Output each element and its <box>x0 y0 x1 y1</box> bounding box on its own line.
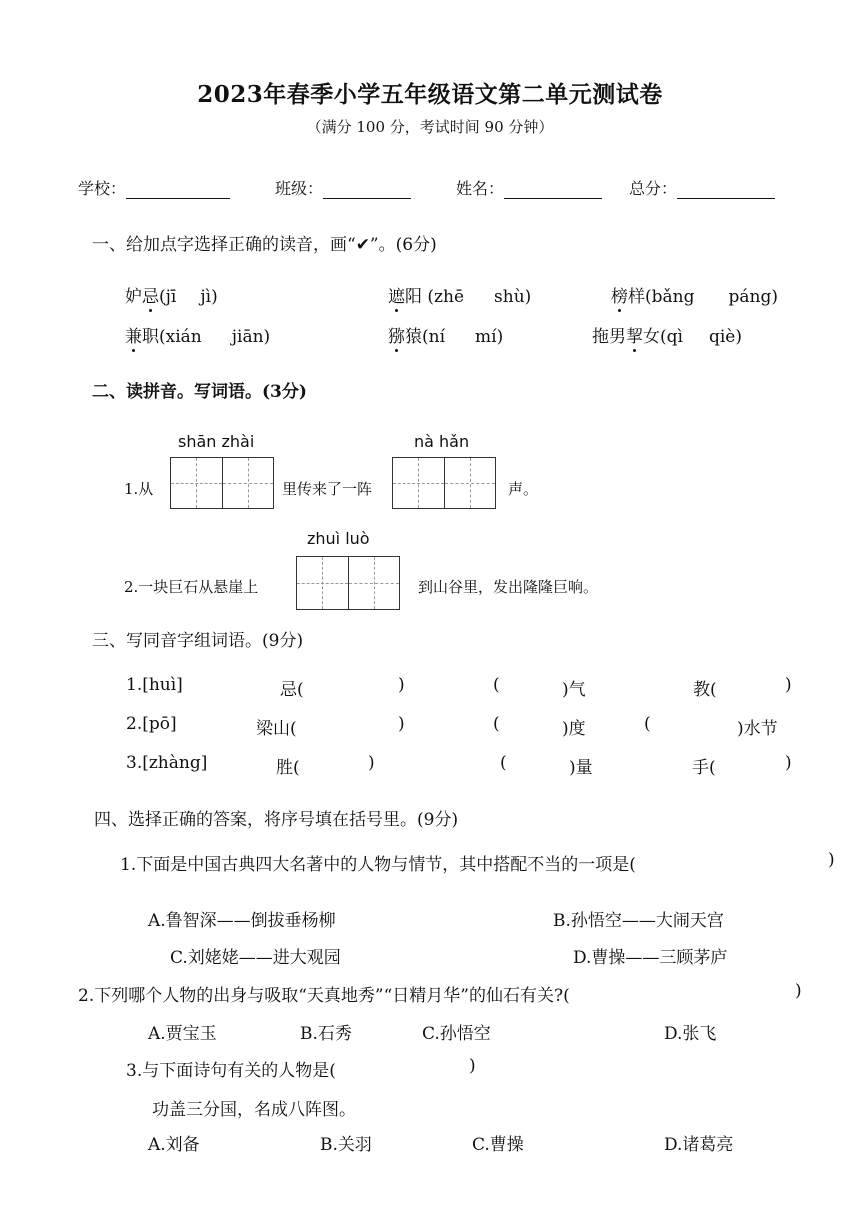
page-title: 2023年春季小学五年级语文第二单元测试卷 <box>197 81 663 108</box>
dotted-char: 遮 <box>388 287 405 307</box>
pinyin-label: shān zhài <box>178 432 255 451</box>
writing-grid-1[interactable] <box>170 457 274 509</box>
pinyin-option[interactable]: bǎng <box>651 287 695 307</box>
q1-item-1: 妒忌(jī jì) <box>125 287 218 307</box>
writing-grid-2[interactable] <box>392 457 496 509</box>
dotted-char: 榜 <box>611 287 628 307</box>
dotted-char: 兼 <box>125 327 142 347</box>
class-blank[interactable] <box>323 182 411 199</box>
grid-cell[interactable] <box>445 458 496 508</box>
option-c[interactable]: C.孙悟空 <box>422 1024 491 1044</box>
q1-item-5: 猕猿(ní mí) <box>388 327 504 347</box>
sentence-2-end: 到山谷里，发出隆隆巨响。 <box>418 578 599 596</box>
homophone-label: 3.[zhàng] <box>126 753 208 773</box>
school-field <box>78 176 230 199</box>
grid-cell[interactable] <box>393 458 445 508</box>
school-blank[interactable] <box>126 182 230 199</box>
poem-line: 功盖三分国，名成八阵图。 <box>152 1100 356 1120</box>
question-4-2: 2.下列哪个人物的出身与吸取“天真地秀”“日精月华”的仙石有关?( <box>78 986 570 1006</box>
section-1-heading: 一、给加点字选择正确的读音，画“✔”。(6分) <box>92 235 437 255</box>
sentence-1-mid: 里传来了一阵 <box>282 480 373 498</box>
q1-item-3: 榜样(bǎng páng) <box>611 287 778 307</box>
section-4-heading: 四、选择正确的答案，将序号填在括号里。(9分) <box>94 810 459 830</box>
homophone-label: 1.[huì] <box>126 675 183 695</box>
class-field <box>275 176 411 199</box>
option-d[interactable]: D.曹操——三顾茅庐 <box>573 948 728 968</box>
pinyin-option[interactable]: jī <box>165 287 177 307</box>
q1-item-2: 遮阳 (zhē shù) <box>388 287 532 307</box>
option-a[interactable]: A.贾宝玉 <box>148 1024 217 1044</box>
school-label: 学校： <box>78 179 127 198</box>
option-c[interactable]: C.刘姥姥——进大观园 <box>170 948 341 968</box>
question-4-1: 1.下面是中国古典四大名著中的人物与情节，其中搭配不当的一项是( <box>120 855 636 875</box>
q1-item-4: 兼职(xián jiān) <box>125 327 271 347</box>
pinyin-option[interactable]: qiè <box>708 327 736 347</box>
pinyin-option[interactable]: ní <box>428 327 446 347</box>
score-label: 总分： <box>629 179 678 198</box>
pinyin-option[interactable]: zhē <box>434 287 465 307</box>
name-label: 姓名： <box>456 179 505 198</box>
grid-cell[interactable] <box>171 458 223 508</box>
option-a[interactable]: A.鲁智深——倒拔垂杨柳 <box>148 911 336 931</box>
pinyin-option[interactable]: xián <box>165 327 202 347</box>
sentence-1-end: 声。 <box>508 480 539 498</box>
option-b[interactable]: B.关羽 <box>320 1135 372 1155</box>
grid-cell[interactable] <box>297 557 349 609</box>
pinyin-option[interactable]: mí <box>475 327 497 347</box>
sentence-2-start: 2.一块巨石从悬崖上 <box>124 578 259 596</box>
name-field <box>456 176 602 199</box>
option-d[interactable]: D.诸葛亮 <box>664 1135 734 1155</box>
class-label: 班级： <box>275 179 324 198</box>
q1-item-6: 拖男挈女(qì qiè) <box>592 327 742 347</box>
pinyin-option[interactable]: páng <box>728 287 772 307</box>
option-a[interactable]: A.刘备 <box>148 1135 200 1155</box>
grid-cell[interactable] <box>349 557 400 609</box>
pinyin-option[interactable]: qì <box>666 327 683 347</box>
homophone-label: 2.[pō] <box>126 714 177 734</box>
pinyin-option[interactable]: jì <box>200 287 212 307</box>
option-c[interactable]: C.曹操 <box>472 1135 524 1155</box>
dotted-char: 猕 <box>388 327 405 347</box>
section-3-heading: 三、写同音字组词语。(9分) <box>92 631 304 651</box>
section-2-heading: 二、读拼音。写词语。(3分) <box>92 382 307 402</box>
question-4-3: 3.与下面诗句有关的人物是( <box>126 1061 336 1081</box>
dotted-char: 忌 <box>142 287 159 307</box>
pinyin-label: nà hǎn <box>414 432 470 451</box>
writing-grid-3[interactable] <box>296 556 400 610</box>
option-b[interactable]: B.孙悟空——大闹天宫 <box>553 911 724 931</box>
score-field <box>629 176 775 199</box>
pinyin-label: zhuì luò <box>307 529 370 548</box>
sentence-1-start: 1.从 <box>124 480 154 498</box>
page-subtitle: （满分 100 分，考试时间 90 分钟） <box>306 118 554 136</box>
option-b[interactable]: B.石秀 <box>300 1024 352 1044</box>
option-d[interactable]: D.张飞 <box>664 1024 717 1044</box>
grid-cell[interactable] <box>223 458 274 508</box>
dotted-char: 挈 <box>626 327 643 347</box>
pinyin-option[interactable]: shù <box>494 287 525 307</box>
pinyin-option[interactable]: jiān <box>231 327 264 347</box>
name-blank[interactable] <box>504 182 602 199</box>
score-blank[interactable] <box>677 182 775 199</box>
